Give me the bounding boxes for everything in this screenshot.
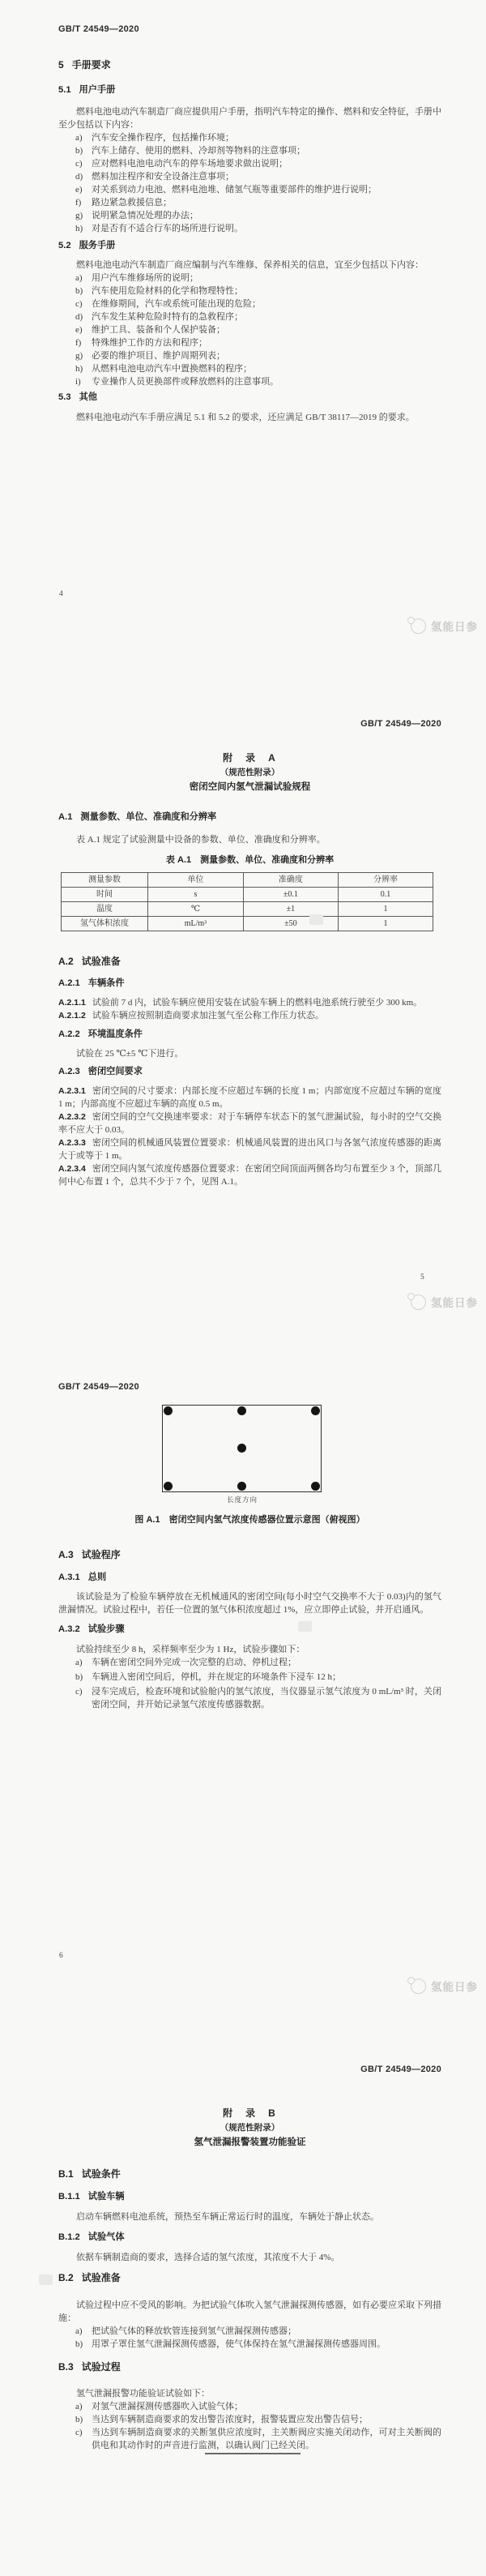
table-cell: 0.1 xyxy=(338,888,433,902)
section-title: 试验过程 xyxy=(81,2361,121,2373)
watermark-logo-icon xyxy=(411,1294,426,1310)
section-52-intro: 燃料电池电动汽车制造厂商应编制与汽车维修、保养相关的信息，宜至少包括以下内容： xyxy=(76,260,424,270)
scan-artifact xyxy=(39,2274,53,2285)
sensor-dot xyxy=(164,1406,173,1415)
list-item xyxy=(58,209,441,222)
list-item xyxy=(58,297,441,310)
list-item xyxy=(58,2338,441,2351)
list-item-text: 专业操作人员更换部件或释放燃料的注意事项。 xyxy=(92,377,279,387)
table-row xyxy=(62,902,433,917)
list-item-tag: g) xyxy=(75,211,83,220)
doc-code-header: GB/T 24549—2020 xyxy=(360,2065,441,2074)
list-item xyxy=(58,310,441,323)
list-item-text: 说明紧急情况处理的办法； xyxy=(92,211,198,220)
figure-a1-enclosure xyxy=(162,1405,322,1492)
section-b2-list xyxy=(58,2325,441,2351)
section-number: 5.2 xyxy=(58,241,71,250)
list-item-text: 把试验气体的释放软管连接到氢气泄漏探测传感器； xyxy=(92,2326,296,2336)
section-number: 5 xyxy=(58,59,64,71)
section-51-list xyxy=(58,131,441,235)
list-item xyxy=(58,2325,441,2338)
watermark-text: 氢能日参 xyxy=(431,621,478,633)
list-item-tag: d) xyxy=(75,172,83,182)
section-title: 其他 xyxy=(79,392,97,402)
table-header-row xyxy=(62,873,433,888)
list-item xyxy=(58,272,441,285)
section-b3-heading xyxy=(58,2361,441,2373)
table-a1 xyxy=(61,872,433,931)
section-52-heading xyxy=(58,240,441,252)
list-item-tag: d) xyxy=(75,312,83,322)
section-51-heading xyxy=(58,84,441,96)
section-b1-heading xyxy=(58,2168,441,2180)
list-item xyxy=(58,170,441,183)
list-item-tag: h) xyxy=(75,224,83,233)
list-item-text: 当达到车辆制造商要求的关断氢供应浓度时，主关断阀应实施关闭动作，可对主关断阀的供电和其动作时的声音进行监测，以确认阀门已经关闭。 xyxy=(92,2428,441,2450)
list-item-text: 必要的维护项目、维护周期列表； xyxy=(92,351,225,361)
list-item-tag: e) xyxy=(75,325,83,335)
table-cell: 温度 xyxy=(62,902,148,917)
sensor-dot xyxy=(311,1406,320,1415)
page-7 xyxy=(58,2065,441,2452)
section-number: A.1 xyxy=(58,812,73,822)
figure-axis-label: 长度方向 xyxy=(226,1496,258,1504)
section-title: 测量参数、单位、准确度和分辨率 xyxy=(80,812,217,822)
list-item-tag: a) xyxy=(75,2402,83,2411)
list-item xyxy=(58,336,441,349)
list-item-text: 对是否有不适合行车的场所进行说明。 xyxy=(92,224,243,233)
clause-a211 xyxy=(58,996,441,1009)
section-b12-text: 依据车辆制造商的要求，选择合适的氢气浓度，其浓度不大于 4%。 xyxy=(76,2253,340,2262)
document-end-rule xyxy=(205,2453,301,2454)
list-item-tag: b) xyxy=(75,2415,83,2424)
page-6 xyxy=(58,1382,441,1711)
section-a32-list xyxy=(58,1656,441,1711)
table-header-cell: 测量参数 xyxy=(62,873,148,888)
list-item xyxy=(58,2400,441,2413)
page-5 xyxy=(58,719,441,1188)
section-b2-heading xyxy=(58,2272,441,2284)
section-a31-text: 该试验是为了检验车辆停放在无机械通风的密闭空间(每小时空气交换率不大于 0.03)内的氢气泄漏情况。试验过程中，若任一位置的氢气体积浓度超过 1%，应立即停止试验，并开启通风。 xyxy=(58,1592,441,1615)
list-item xyxy=(58,2413,441,2426)
section-title: 试验程序 xyxy=(81,1549,121,1560)
section-title: 密闭空间要求 xyxy=(87,1067,143,1076)
list-item-text: 在维修期间，汽车或系统可能出现的危险； xyxy=(92,299,261,309)
section-number: A.2.2 xyxy=(58,1029,80,1039)
annex-label: 附 录 A xyxy=(223,752,277,764)
table-cell: 1 xyxy=(338,902,433,917)
list-item-text: 车辆进入密闭空间后，停机，并在规定的环境条件下浸车 12 h； xyxy=(92,1672,341,1682)
sensor-dot xyxy=(311,1482,320,1491)
page-number: 5 xyxy=(420,1273,424,1282)
list-item xyxy=(58,1656,441,1669)
section-title: 试验准备 xyxy=(81,956,121,967)
clause-number: A.2.3.4 xyxy=(58,1164,86,1174)
table-cell: ℃ xyxy=(147,902,243,917)
section-a32-intro: 试验持续至少 8 h，采样频率至少为 1 Hz，试验步骤如下： xyxy=(76,1645,305,1654)
list-item-tag: c) xyxy=(75,1687,83,1697)
doc-code-header: GB/T 24549—2020 xyxy=(360,719,441,729)
list-item-text: 对氢气泄漏探测传感器吹入试验气体； xyxy=(92,2402,243,2411)
list-item-tag: b) xyxy=(75,286,83,296)
clause-text: 密闭空间内氢气浓度传感器位置要求：在密闭空间顶面两侧各均匀布置至少 3 个，顶部几何中心布置 1 个，总共不少于 7 个，见图 A.1。 xyxy=(58,1164,441,1187)
table-header-cell: 准确度 xyxy=(243,873,338,888)
section-b11-heading xyxy=(58,2191,441,2203)
section-5-heading xyxy=(58,59,441,71)
table-cell: ±0.1 xyxy=(243,888,338,902)
clause-a233 xyxy=(58,1136,441,1162)
section-b12-heading xyxy=(58,2232,441,2244)
section-number: B.2 xyxy=(58,2272,74,2283)
sensor-dot xyxy=(237,1406,246,1415)
section-number: A.2.3 xyxy=(58,1067,80,1076)
list-item xyxy=(58,375,441,388)
annex-b-block xyxy=(58,2107,441,2149)
annex-a-block xyxy=(58,752,441,794)
table-header-cell: 单位 xyxy=(147,873,243,888)
doc-code-header: GB/T 24549—2020 xyxy=(58,24,139,34)
table-cell: s xyxy=(147,888,243,902)
list-item xyxy=(58,285,441,297)
sensor-dot xyxy=(237,1444,246,1453)
list-item-tag: b) xyxy=(75,146,83,156)
table-cell: 时间 xyxy=(62,888,148,902)
section-title: 试验气体 xyxy=(87,2232,125,2242)
section-a1-heading xyxy=(58,811,441,824)
list-item-text: 当达到车辆制造商要求的发出警告浓度时，报警装置应发出警告信号； xyxy=(92,2415,368,2424)
section-title: 手册要求 xyxy=(71,59,111,71)
sensor-dot xyxy=(237,1482,246,1491)
watermark xyxy=(411,1294,478,1310)
figure-a1-caption: 图 A.1 密闭空间内氢气浓度传感器位置示意图（俯视图） xyxy=(134,1515,365,1525)
section-b2-intro: 试验过程中应不受风的影响。为把试验气体吹入氢气泄漏探测传感器，如有必要应采取下列措施： xyxy=(58,2300,441,2323)
section-number: A.3.1 xyxy=(58,1573,80,1582)
table-cell: ±50 xyxy=(243,917,338,931)
list-item xyxy=(58,323,441,336)
section-b11-text: 启动车辆燃料电池系统，预热至车辆正常运行时的温度，车辆处于静止状态。 xyxy=(76,2212,379,2222)
section-number: B.1 xyxy=(58,2168,74,2180)
list-item-tag: a) xyxy=(75,133,83,143)
clause-text: 密闭空间的尺寸要求：内部长度不应超过车辆的长度 1 m；内部宽度不应超过车辆的宽度 1 m；内部高度不应超过车辆的高度 0.5 m。 xyxy=(58,1086,441,1109)
page-number: 6 xyxy=(59,1952,63,1960)
list-item-text: 汽车使用危险材料的化学和物理特性； xyxy=(92,286,243,296)
sensor-dot xyxy=(164,1482,173,1491)
list-item-text: 路边紧急救援信息； xyxy=(92,198,172,208)
section-number: A.3 xyxy=(58,1549,74,1560)
section-a2-heading xyxy=(58,956,441,968)
section-title: 用户手册 xyxy=(79,85,116,95)
section-52-list xyxy=(58,272,441,388)
clause-a212 xyxy=(58,1009,441,1022)
clause-text: 试验前 7 d 内，试验车辆应使用安装在试验车辆上的燃料电池系统行驶至少 300 km。 xyxy=(92,998,423,1008)
section-title: 总则 xyxy=(87,1573,107,1582)
section-title: 环境温度条件 xyxy=(87,1029,143,1039)
doc-code-header: GB/T 24549—2020 xyxy=(58,1382,139,1392)
table-row xyxy=(62,888,433,902)
section-title: 车辆条件 xyxy=(87,978,125,988)
list-item xyxy=(58,1685,441,1711)
section-title: 试验准备 xyxy=(81,2272,121,2283)
list-item xyxy=(58,2426,441,2452)
list-item-text: 用罩子罩住氢气泄漏探测传感器，使气体保持在氢气泄漏探测传感器周围。 xyxy=(92,2339,386,2349)
list-item-tag: g) xyxy=(75,351,83,361)
section-title: 试验步骤 xyxy=(87,1624,125,1634)
list-item xyxy=(58,144,441,157)
list-item-text: 从燃料电池电动汽车中置换燃料的程序； xyxy=(92,364,252,374)
watermark-text: 氢能日参 xyxy=(431,1297,478,1309)
section-51-intro: 燃料电池电动汽车制造厂商应提供用户手册，指明汽车特定的操作、燃料和安全特征，手册中至少包括以下内容： xyxy=(58,107,441,130)
watermark-logo-icon xyxy=(411,1979,426,1994)
table-row xyxy=(62,917,433,931)
table-cell: 氢气体积浓度 xyxy=(62,917,148,931)
watermark-text: 氢能日参 xyxy=(431,1981,478,1993)
list-item-tag: c) xyxy=(75,159,83,169)
watermark-logo-icon xyxy=(411,618,426,634)
clause-text: 密闭空间的空气交换速率要求：对于车辆停车状态下的氢气泄漏试验，每小时的空气交换率不应大于 0.03。 xyxy=(58,1112,441,1135)
section-a3-heading xyxy=(58,1549,441,1561)
list-item-tag: e) xyxy=(75,185,83,195)
clause-number: A.2.3.3 xyxy=(58,1138,86,1148)
section-a23-heading xyxy=(58,1066,441,1078)
clause-number: A.2.3.2 xyxy=(58,1112,86,1122)
clause-number: A.2.1.2 xyxy=(58,1011,86,1021)
section-a32-heading xyxy=(58,1624,441,1636)
annex-label: 附 录 B xyxy=(223,2107,277,2119)
list-item-text: 用户汽车维修场所的说明； xyxy=(92,273,198,283)
list-item xyxy=(58,196,441,209)
list-item-tag: a) xyxy=(75,1658,83,1667)
table-a1-intro: 表 A.1 规定了试验测量中设备的参数、单位、准确度和分辨率。 xyxy=(76,835,326,845)
list-item-tag: c) xyxy=(75,2428,83,2437)
section-number: B.3 xyxy=(58,2361,74,2373)
section-b3-intro: 氢气泄漏报警功能验证试验如下： xyxy=(76,2389,210,2398)
table-cell: ±1 xyxy=(243,902,338,917)
list-item-tag: i) xyxy=(75,377,81,387)
list-item-tag: c) xyxy=(75,299,83,309)
section-title: 试验车辆 xyxy=(87,2192,125,2202)
section-number: A.2 xyxy=(58,956,74,967)
watermark xyxy=(411,618,478,634)
list-item xyxy=(58,222,441,235)
section-number: 5.1 xyxy=(58,85,71,95)
section-a21-heading xyxy=(58,978,441,990)
table-header-cell: 分辨率 xyxy=(338,873,433,888)
list-item xyxy=(58,349,441,362)
list-item-tag: a) xyxy=(75,273,83,283)
clause-number: A.2.3.1 xyxy=(58,1086,86,1096)
list-item xyxy=(58,131,441,144)
section-a31-heading xyxy=(58,1572,441,1584)
watermark xyxy=(411,1978,478,1994)
list-item xyxy=(58,362,441,375)
page-4 xyxy=(58,24,441,424)
list-item-text: 对关系到动力电池、燃料电池堆、储氢气瓶等重要部件的维护进行说明； xyxy=(92,185,377,195)
list-item-text: 汽车安全操作程序，包括操作环境； xyxy=(92,133,234,143)
list-item-text: 汽车上储存、使用的燃料、冷却剂等物料的注意事项； xyxy=(92,146,305,156)
annex-type: （规范性附录） xyxy=(220,2123,280,2133)
table-cell: mL/m³ xyxy=(147,917,243,931)
section-number: A.2.1 xyxy=(58,978,80,988)
section-53-heading xyxy=(58,392,441,404)
page-number: 4 xyxy=(59,590,63,598)
section-a22-heading xyxy=(58,1029,441,1041)
section-title: 服务手册 xyxy=(79,241,116,250)
clause-a232 xyxy=(58,1110,441,1136)
list-item-text: 燃料加注程序和安全设备注意事项； xyxy=(92,172,234,182)
table-cell: 1 xyxy=(338,917,433,931)
scan-artifact xyxy=(309,914,323,925)
section-b3-list xyxy=(58,2400,441,2452)
section-number: B.1.2 xyxy=(58,2232,80,2242)
list-item-text: 浸车完成后，检查环境和试验舱内的氢气浓度，当仪器显示氢气浓度为 0 mL/m³ 时，关闭密闭空间，并开始记录氢气浓度传感器数据。 xyxy=(92,1687,441,1709)
clause-text: 试验车辆应按照制造商要求加注氢气至公称工作压力状态。 xyxy=(92,1011,324,1021)
list-item-text: 汽车发生某种危险时特有的急救程序； xyxy=(92,312,243,322)
clause-text: 密闭空间的机械通风装置位置要求：机械通风装置的进出风口与各氢气浓度传感器的距离大于或等于 1 m。 xyxy=(58,1138,441,1161)
clause-number: A.2.1.1 xyxy=(58,998,86,1008)
section-53-text: 燃料电池电动汽车手册应满足 5.1 和 5.2 的要求，还应满足 GB/T 38117—2019 的要求。 xyxy=(76,413,415,422)
table-a1-caption: 表 A.1 测量参数、单位、准确度和分辨率 xyxy=(165,855,335,865)
list-item-tag: f) xyxy=(75,338,82,348)
list-item xyxy=(58,157,441,170)
list-item xyxy=(58,1671,441,1684)
annex-title: 密闭空间内氢气泄漏试验规程 xyxy=(189,782,311,792)
list-item-tag: f) xyxy=(75,198,82,208)
list-item-tag: h) xyxy=(75,364,83,374)
annex-title: 氢气泄漏报警装置功能验证 xyxy=(194,2137,306,2147)
clause-a22-text: 试验在 25 ℃±5 ℃下进行。 xyxy=(76,1049,184,1059)
section-number: A.3.2 xyxy=(58,1624,80,1634)
list-item-tag: b) xyxy=(75,1672,83,1682)
list-item-tag: b) xyxy=(75,2339,83,2349)
scan-artifact xyxy=(298,1621,312,1632)
annex-type: （规范性附录） xyxy=(220,768,280,777)
section-number: 5.3 xyxy=(58,392,71,402)
section-title: 试验条件 xyxy=(81,2168,121,2180)
section-number: B.1.1 xyxy=(58,2192,80,2202)
list-item-text: 应对燃料电池电动汽车的停车场地要求做出说明； xyxy=(92,159,288,169)
list-item-text: 维护工具、装备和个人保护装备； xyxy=(92,325,225,335)
clause-a234 xyxy=(58,1162,441,1188)
list-item-tag: a) xyxy=(75,2326,83,2336)
list-item-text: 特殊维护工作的方法和程序； xyxy=(92,338,207,348)
list-item-text: 车辆在密闭空间外完成一次完整的启动、停机过程； xyxy=(92,1658,296,1667)
list-item xyxy=(58,183,441,196)
clause-a231 xyxy=(58,1085,441,1110)
